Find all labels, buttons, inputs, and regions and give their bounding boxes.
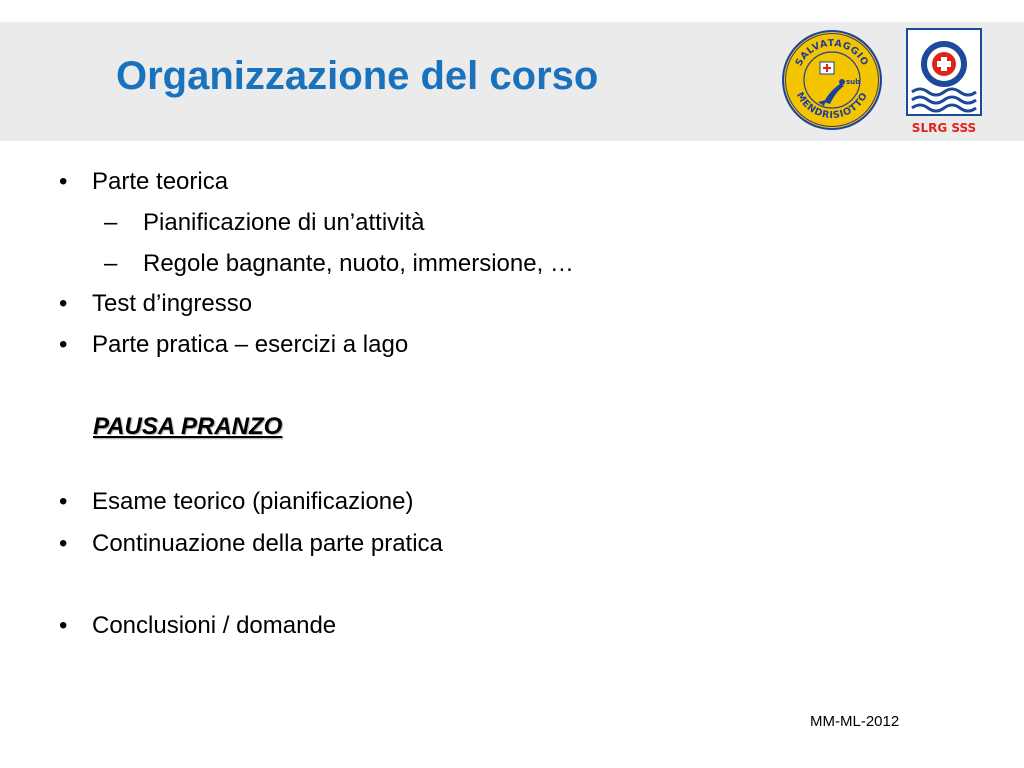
dash-marker: – bbox=[104, 250, 118, 277]
list-item-text: Continuazione della parte pratica bbox=[92, 530, 443, 557]
list-item bbox=[59, 529, 443, 559]
bullet-marker: • bbox=[59, 488, 68, 515]
logo-center-text: sub bbox=[846, 78, 861, 86]
list-item bbox=[59, 167, 229, 197]
list-item-text: Conclusioni / domande bbox=[92, 612, 337, 639]
list-item-text: Parte pratica – esercizi a lago bbox=[92, 331, 409, 358]
logo-top-text: SALVATAGGIO bbox=[793, 37, 871, 69]
list-item-text: Regole bagnante, nuoto, immersione, … bbox=[143, 250, 574, 277]
bullet-marker: • bbox=[59, 331, 68, 358]
bullet-marker: • bbox=[59, 530, 68, 557]
list-item-text: Pianificazione di un’attività bbox=[143, 209, 425, 236]
slide-title: Organizzazione del corso bbox=[116, 54, 599, 98]
list-item-text: Esame teorico (pianificazione) bbox=[92, 488, 414, 515]
list-item-text: Parte teorica bbox=[92, 168, 229, 195]
footer-code: MM-ML-2012 bbox=[810, 713, 900, 730]
list-item bbox=[59, 487, 414, 517]
list-item bbox=[104, 249, 574, 279]
list-item bbox=[59, 611, 337, 641]
list-item bbox=[59, 289, 253, 319]
list-item bbox=[59, 330, 409, 360]
bullet-marker: • bbox=[59, 612, 68, 639]
logo-bottom-text: MENDRISIOTTO bbox=[793, 90, 871, 122]
bullet-marker: • bbox=[59, 290, 68, 317]
dash-marker: – bbox=[104, 209, 118, 236]
slrg-label: SLRG SSS bbox=[911, 121, 977, 135]
list-item bbox=[104, 208, 425, 238]
bullet-marker: • bbox=[59, 168, 68, 195]
list-item-text: Test d’ingresso bbox=[92, 290, 253, 317]
lunch-break-label: PAUSA PRANZO bbox=[93, 413, 283, 440]
